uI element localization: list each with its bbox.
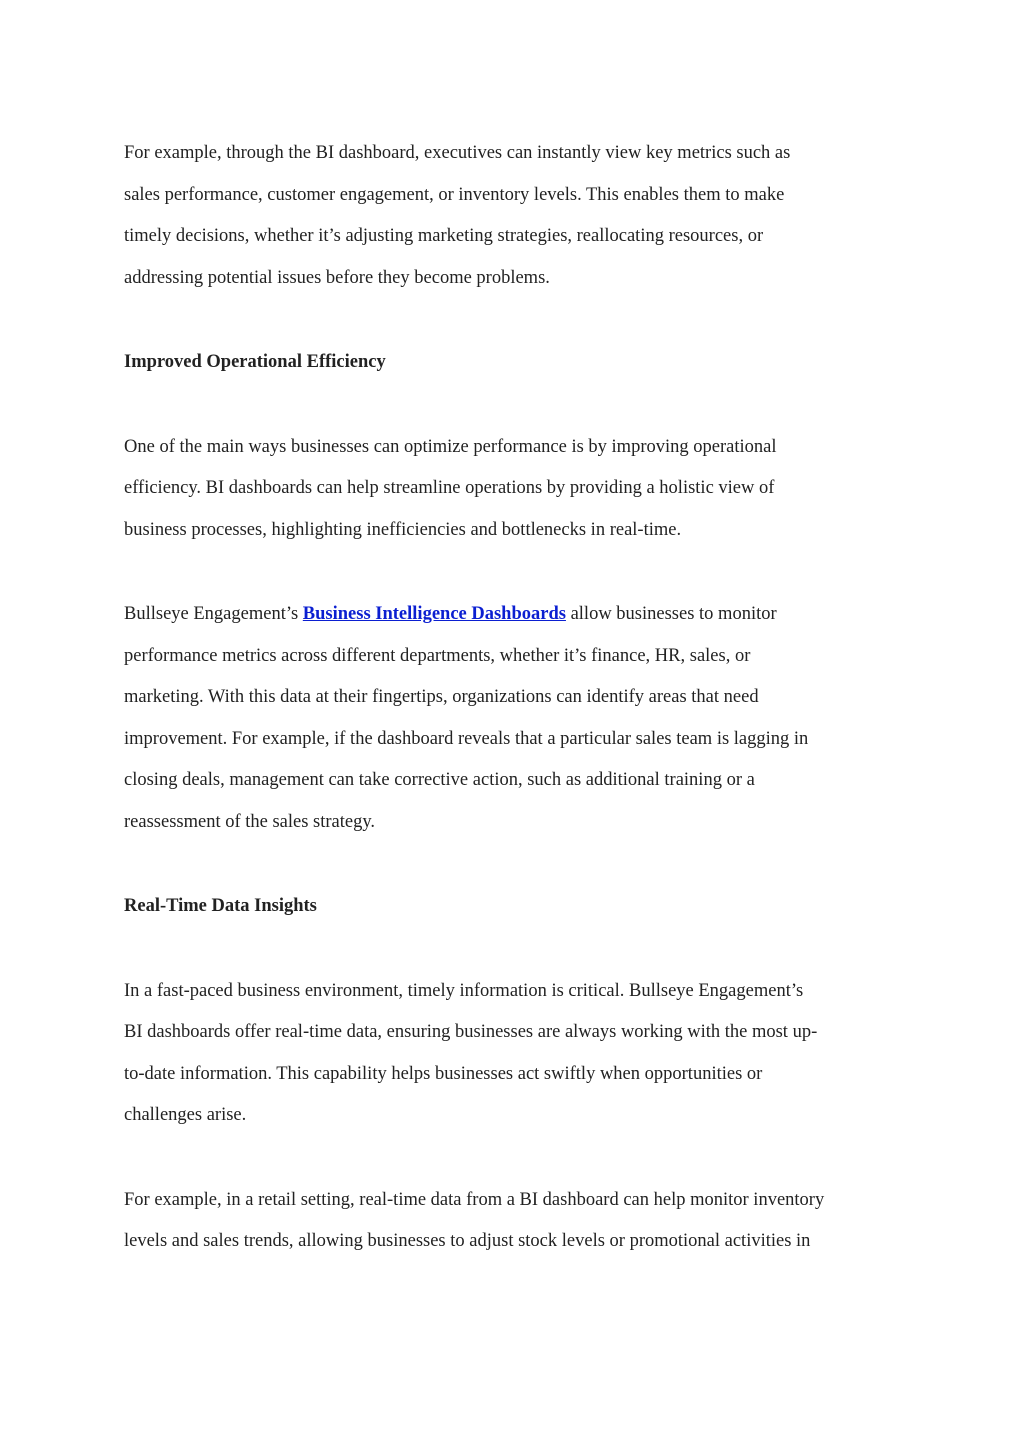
text-line: to-date information. This capability helps businesses act swiftly when opportunities or (124, 1063, 763, 1084)
text-line: performance metrics across different departments, whether it’s finance, HR, sales, or (124, 645, 751, 666)
text-line: sales performance, customer engagement, or inventory levels. This enables them to make (124, 184, 785, 205)
text-line: business processes, highlighting inefficiencies and bottlenecks in real-time. (124, 519, 682, 540)
text-line: For example, in a retail setting, real-time data from a BI dashboard can help monitor inventory (124, 1189, 825, 1210)
paragraph-bi-dashboard-example (124, 133, 914, 299)
paragraph-real-time-data (124, 971, 914, 1137)
text-line: reassessment of the sales strategy. (124, 811, 376, 832)
paragraph-operational-efficiency (124, 427, 914, 552)
section-heading-real-time-data: Real-Time Data Insights (124, 896, 317, 916)
text-line: improvement. For example, if the dashboard reveals that a particular sales team is lagging in (124, 728, 809, 749)
text-line: levels and sales trends, allowing businesses to adjust stock levels or promotional activities in (124, 1231, 811, 1251)
text-before-link: Bullseye Engagement’s (124, 604, 303, 624)
text-line: One of the main ways businesses can optimize performance is by improving operational (124, 436, 777, 457)
text-line: BI dashboards offer real-time data, ensuring businesses are always working with the most up- (124, 1022, 818, 1042)
text-line: challenges arise. (124, 1105, 247, 1125)
business-intelligence-dashboards-link[interactable]: Business Intelligence Dashboards (302, 604, 566, 624)
document-body (124, 133, 914, 1306)
text-line: In a fast-paced business environment, timely information is critical. Bullseye Engagement’s (124, 980, 804, 1001)
text-line: addressing potential issues before they become problems. (124, 267, 550, 288)
text-line: closing deals, management can take corrective action, such as additional training or a (124, 770, 755, 790)
text-line: timely decisions, whether it’s adjusting marketing strategies, reallocating resources, or (124, 226, 764, 246)
section-heading-operational-efficiency: Improved Operational Efficiency (124, 352, 386, 372)
text-line: For example, through the BI dashboard, executives can instantly view key metrics such as (124, 143, 791, 163)
paragraph-bullseye-dashboards (124, 594, 914, 843)
text-line-with-link (124, 594, 914, 636)
text-after-link: allow businesses to monitor (565, 604, 777, 624)
paragraph-retail-example (124, 1180, 914, 1263)
text-line: marketing. With this data at their fingertips, organizations can identify areas that need (124, 687, 759, 707)
text-line: efficiency. BI dashboards can help streamline operations by providing a holistic view of (124, 478, 775, 498)
